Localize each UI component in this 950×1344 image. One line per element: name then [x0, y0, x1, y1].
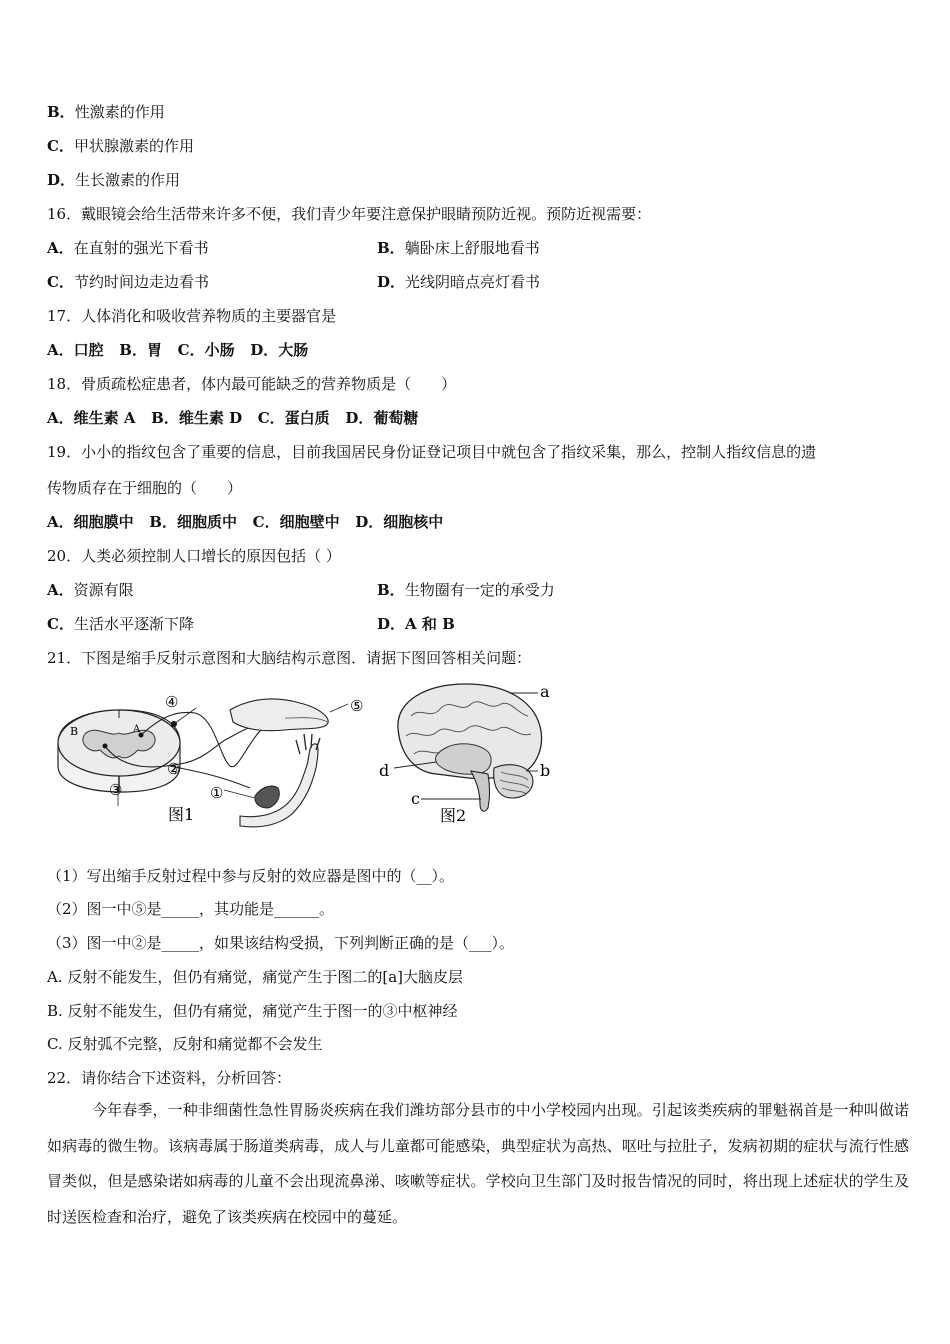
brainstem	[471, 771, 490, 811]
spinal-label-b: B	[70, 725, 79, 738]
spinal-cord-section	[58, 710, 180, 792]
q21-sub3: （3）图一中②是_____，如果该结构受损，下列判断正确的是（___）。	[47, 934, 515, 952]
upper-arm	[230, 699, 328, 731]
q16-option-b: B．躺卧床上舒服地看书	[377, 239, 540, 257]
q22-paragraph: 今年春季，一种非细菌性急性胃肠炎疾病在我们潍坊部分县市的中小学校园内出现。引起该类疾病的罪魁祸首是一种叫做诺如病毒的微生物。该病毒属于肠道类病毒，成人与儿童都可能感染，典型症状为高热、呕吐与拉肚子，发病初期的症状与流行性感冒类似，但是感染诺如病毒的儿童不会出现流鼻涕、咳嗽等症状。学校向卫生部门及时报告情况的同时，将出现上述症状的学生及时送医检查和治疗，避免了该类疾病在校园中的蔓延。	[47, 1101, 909, 1226]
q17-stem: 17．人体消化和吸收营养物质的主要器官是	[47, 307, 337, 325]
q16-stem: 16．戴眼镜会给生活带来许多不便，我们青少年要注意保护眼睛预防近视。预防近视需要：	[47, 205, 652, 223]
brain-label-c: c	[411, 789, 420, 808]
cerebellum	[494, 765, 533, 798]
q20-option-d: D．A 和 B	[377, 615, 455, 633]
q16-option-c: C．节约时间边走边看书	[47, 273, 209, 291]
effector-muscle	[255, 786, 279, 808]
brain-label-d: d	[379, 761, 390, 780]
q19-stem-line1: 19．小小的指纹包含了重要的信息，目前我国居民身份证登记项目中就包含了指纹采集，那么，控制人指纹信息的遗	[47, 443, 817, 461]
figure-2-brain	[376, 676, 566, 833]
figure-2-caption: 图2	[440, 806, 467, 825]
q21-stem: 21．下图是缩手反射示意图和大脑结构示意图．请据下图回答相关问题：	[47, 649, 532, 667]
q18-stem: 18．骨质疏松症患者，体内最可能缺乏的营养物质是（ ）	[47, 375, 457, 393]
q15-option-c: C．甲状腺激素的作用	[47, 137, 194, 155]
brain-label-a: a	[540, 682, 550, 701]
lower-arm	[240, 744, 318, 827]
q19-options: A．细胞膜中 B．细胞质中 C．细胞壁中 D．细胞核中	[47, 513, 444, 531]
q20-option-a: A．资源有限	[47, 581, 134, 599]
figure-1-caption: 图1	[168, 805, 195, 824]
figure-1-reflex-arc	[50, 688, 380, 833]
label-3: ③	[109, 781, 123, 799]
q18-options: A．维生素 A B．维生素 D C．蛋白质 D．葡萄糖	[47, 409, 419, 427]
q20-stem: 20．人类必须控制人口增长的原因包括（ ）	[47, 547, 341, 565]
q22-stem: 22．请你结合下述资料，分析回答：	[47, 1069, 292, 1087]
q21-choice-a: A. 反射不能发生，但仍有痛觉，痛觉产生于图二的[a]大脑皮层	[47, 968, 464, 986]
q16-option-a: A．在直射的强光下看书	[47, 239, 209, 257]
brain-label-b: b	[540, 761, 551, 780]
q21-choice-c: C. 反射弧不完整，反射和痛觉都不会发生	[47, 1035, 323, 1053]
q16-option-d: D．光线阴暗点亮灯看书	[377, 273, 541, 291]
label-1: ①	[210, 784, 224, 802]
q17-options: A．口腔 B．胃 C．小肠 D．大肠	[47, 341, 309, 359]
q15-option-d: D．生长激素的作用	[47, 171, 181, 189]
label-2: ②	[167, 760, 181, 778]
q21-sub2: （2）图一中⑤是_____，其功能是______。	[47, 900, 335, 918]
spinal-label-a: A	[133, 724, 141, 735]
label-5: ⑤	[350, 697, 364, 715]
q20-option-b: B．生物圈有一定的承受力	[377, 581, 555, 599]
q15-option-b: B．性激素的作用	[47, 103, 165, 121]
q21-choice-b: B. 反射不能发生，但仍有痛觉，痛觉产生于图一的③中枢神经	[47, 1002, 458, 1020]
label-4: ④	[165, 693, 179, 711]
q20-option-c: C．生活水平逐渐下降	[47, 615, 194, 633]
q21-sub1: （1）写出缩手反射过程中参与反射的效应器是图中的（__）。	[47, 867, 455, 885]
q19-stem-line2: 传物质存在于细胞的（ ）	[47, 479, 243, 497]
